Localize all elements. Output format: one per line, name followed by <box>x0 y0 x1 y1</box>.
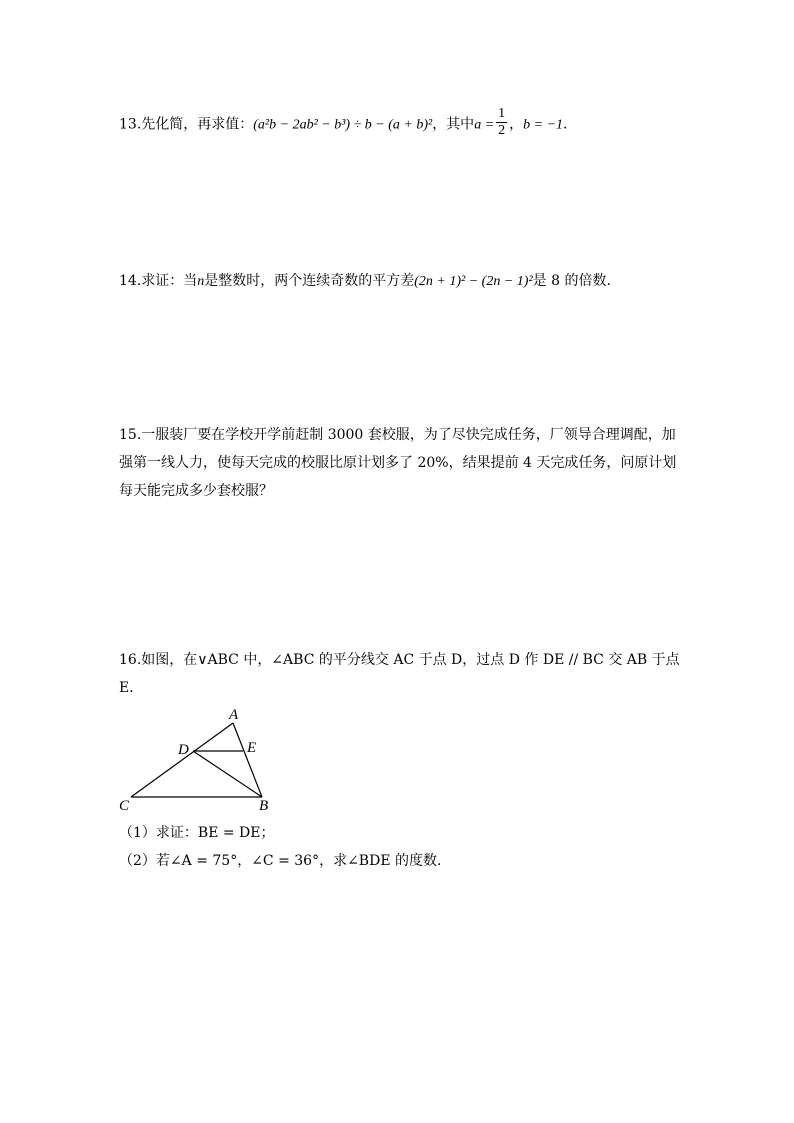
label-c: C <box>119 798 130 814</box>
q15-line-2: 强第一线人力，使每天完成的校服比原计划多了 20%，结果提前 4 天完成任务，问原计划 <box>119 455 677 471</box>
q16-line-2: E． <box>119 680 144 696</box>
question-14 <box>119 274 611 289</box>
q16-line-1: 16.如图，在∨ABC 中，∠ABC 的平分线交 AC 于点 D，过点 D 作 DE // BC 交 AB 于点 <box>119 652 680 668</box>
q13-prefix: 13.先化简，再求值： <box>119 116 254 133</box>
segment-bd <box>193 751 262 797</box>
q13-fraction <box>496 106 507 139</box>
q14-variable-n: n <box>197 274 205 289</box>
q14-middle: 是整数时，两个连续奇数的平方差 <box>204 273 415 289</box>
q13-expression: (a²b − 2ab² − b³) ÷ b − (a + b)² <box>253 117 433 133</box>
question-13 <box>119 106 568 138</box>
q13-mid: ，其中 <box>432 116 475 133</box>
q13-fraction-denominator: 2 <box>498 123 506 138</box>
q14-prefix: 14.求证：当 <box>119 273 198 289</box>
q13-fraction-numerator: 1 <box>498 106 506 121</box>
label-e: E <box>247 740 257 756</box>
q13-a-lhs: a = <box>474 117 495 133</box>
q13-end: . <box>563 116 568 133</box>
q13-b-value: b = −1 <box>523 117 564 133</box>
label-a: A <box>229 707 239 723</box>
q14-suffix: 是 8 的倍数. <box>532 273 611 289</box>
segment-ab <box>233 723 262 797</box>
q16-subquestion-1: （1）求证：BE = DE； <box>119 825 275 841</box>
q16-subquestion-2: （2）若∠A = 75°，∠C = 36°，求∠BDE 的度数. <box>119 853 442 869</box>
label-b: B <box>259 798 269 814</box>
segment-ac <box>131 723 233 797</box>
q14-expression: (2n + 1)² − (2n − 1)² <box>414 274 533 289</box>
label-d: D <box>178 742 189 758</box>
q15-line-3: 每天能完成多少套校服？ <box>119 483 273 499</box>
q13-sep: ， <box>509 116 524 133</box>
q15-line-1: 15.一服装厂要在学校开学前赶制 3000 套校服，为了尽快完成任务，厂领导合理调配，加 <box>119 427 676 443</box>
